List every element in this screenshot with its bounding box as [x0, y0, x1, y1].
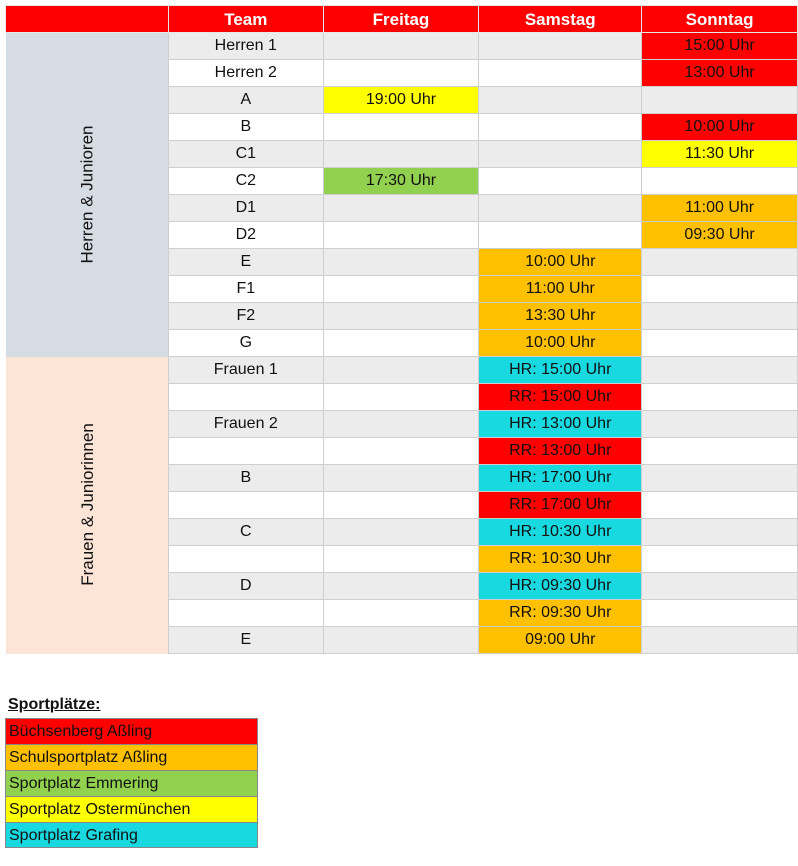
legend-item: Schulsportplatz Aßling — [5, 744, 258, 770]
sunday-cell — [642, 249, 798, 276]
sunday-cell: 15:00 Uhr — [642, 33, 798, 60]
header-team: Team — [169, 6, 324, 33]
saturday-cell — [479, 60, 642, 87]
friday-cell — [323, 330, 479, 357]
team-cell: Herren 2 — [169, 60, 324, 87]
saturday-cell — [479, 195, 642, 222]
friday-cell — [323, 438, 479, 465]
team-cell: D2 — [169, 222, 324, 249]
saturday-cell — [479, 114, 642, 141]
team-cell — [169, 492, 324, 519]
team-cell: Frauen 2 — [169, 411, 324, 438]
saturday-cell: RR: 13:00 Uhr — [479, 438, 642, 465]
legend-item: Sportplatz Ostermünchen — [5, 796, 258, 822]
sunday-cell — [642, 411, 798, 438]
table-row — [6, 357, 798, 384]
sunday-cell — [642, 546, 798, 573]
team-cell: F1 — [169, 276, 324, 303]
sunday-cell — [642, 303, 798, 330]
saturday-cell: 09:00 Uhr — [479, 627, 642, 654]
team-cell: Frauen 1 — [169, 357, 324, 384]
friday-cell — [323, 276, 479, 303]
saturday-cell: 10:00 Uhr — [479, 330, 642, 357]
header-corner — [6, 6, 169, 33]
legend — [5, 718, 258, 848]
team-cell: C — [169, 519, 324, 546]
friday-cell — [323, 222, 479, 249]
team-cell — [169, 546, 324, 573]
friday-cell — [323, 114, 479, 141]
group-cell — [6, 357, 169, 654]
sunday-cell — [642, 276, 798, 303]
saturday-cell: RR: 17:00 Uhr — [479, 492, 642, 519]
team-cell — [169, 600, 324, 627]
legend-item: Sportplatz Grafing — [5, 822, 258, 848]
friday-cell — [323, 600, 479, 627]
table-row — [6, 33, 798, 60]
header-row — [6, 6, 798, 33]
team-cell — [169, 438, 324, 465]
saturday-cell: 13:30 Uhr — [479, 303, 642, 330]
friday-cell — [323, 627, 479, 654]
team-cell: A — [169, 87, 324, 114]
header-saturday: Samstag — [479, 6, 642, 33]
group-label: Herren & Junioren — [77, 125, 97, 264]
saturday-cell — [479, 222, 642, 249]
legend-item: Büchsenberg Aßling — [5, 718, 258, 744]
team-cell: D1 — [169, 195, 324, 222]
team-cell: C2 — [169, 168, 324, 195]
sunday-cell: 09:30 Uhr — [642, 222, 798, 249]
header-friday: Freitag — [323, 6, 479, 33]
saturday-cell: RR: 15:00 Uhr — [479, 384, 642, 411]
sunday-cell — [642, 492, 798, 519]
saturday-cell — [479, 141, 642, 168]
friday-cell — [323, 492, 479, 519]
team-cell: G — [169, 330, 324, 357]
team-cell: Herren 1 — [169, 33, 324, 60]
sunday-cell — [642, 357, 798, 384]
friday-cell — [323, 195, 479, 222]
schedule-table — [5, 5, 798, 654]
friday-cell — [323, 249, 479, 276]
sunday-cell — [642, 465, 798, 492]
saturday-cell: HR: 15:00 Uhr — [479, 357, 642, 384]
saturday-cell — [479, 168, 642, 195]
sunday-cell — [642, 600, 798, 627]
friday-cell — [323, 384, 479, 411]
team-cell: B — [169, 465, 324, 492]
saturday-cell: 10:00 Uhr — [479, 249, 642, 276]
friday-cell — [323, 141, 479, 168]
sunday-cell: 10:00 Uhr — [642, 114, 798, 141]
friday-cell — [323, 357, 479, 384]
saturday-cell: RR: 10:30 Uhr — [479, 546, 642, 573]
sunday-cell — [642, 519, 798, 546]
saturday-cell: 11:00 Uhr — [479, 276, 642, 303]
friday-cell: 19:00 Uhr — [323, 87, 479, 114]
friday-cell — [323, 546, 479, 573]
legend-item: Sportplatz Emmering — [5, 770, 258, 796]
group-cell — [6, 33, 169, 357]
friday-cell — [323, 519, 479, 546]
sunday-cell — [642, 87, 798, 114]
saturday-cell — [479, 33, 642, 60]
legend-title: Sportplätze: — [8, 696, 101, 713]
sunday-cell — [642, 384, 798, 411]
sunday-cell — [642, 573, 798, 600]
team-cell: C1 — [169, 141, 324, 168]
saturday-cell: HR: 10:30 Uhr — [479, 519, 642, 546]
team-cell: E — [169, 249, 324, 276]
sunday-cell: 13:00 Uhr — [642, 60, 798, 87]
saturday-cell: RR: 09:30 Uhr — [479, 600, 642, 627]
team-cell: B — [169, 114, 324, 141]
sunday-cell — [642, 438, 798, 465]
sunday-cell: 11:00 Uhr — [642, 195, 798, 222]
team-cell — [169, 384, 324, 411]
sunday-cell — [642, 330, 798, 357]
friday-cell: 17:30 Uhr — [323, 168, 479, 195]
saturday-cell: HR: 09:30 Uhr — [479, 573, 642, 600]
schedule-body — [6, 33, 798, 654]
team-cell: F2 — [169, 303, 324, 330]
friday-cell — [323, 465, 479, 492]
friday-cell — [323, 411, 479, 438]
group-label: Frauen & Juniorinnen — [77, 423, 97, 586]
team-cell: E — [169, 627, 324, 654]
team-cell: D — [169, 573, 324, 600]
friday-cell — [323, 573, 479, 600]
friday-cell — [323, 303, 479, 330]
header-sunday: Sonntag — [642, 6, 798, 33]
friday-cell — [323, 33, 479, 60]
saturday-cell — [479, 87, 642, 114]
sunday-cell: 11:30 Uhr — [642, 141, 798, 168]
sunday-cell — [642, 627, 798, 654]
saturday-cell: HR: 13:00 Uhr — [479, 411, 642, 438]
sunday-cell — [642, 168, 798, 195]
saturday-cell: HR: 17:00 Uhr — [479, 465, 642, 492]
friday-cell — [323, 60, 479, 87]
